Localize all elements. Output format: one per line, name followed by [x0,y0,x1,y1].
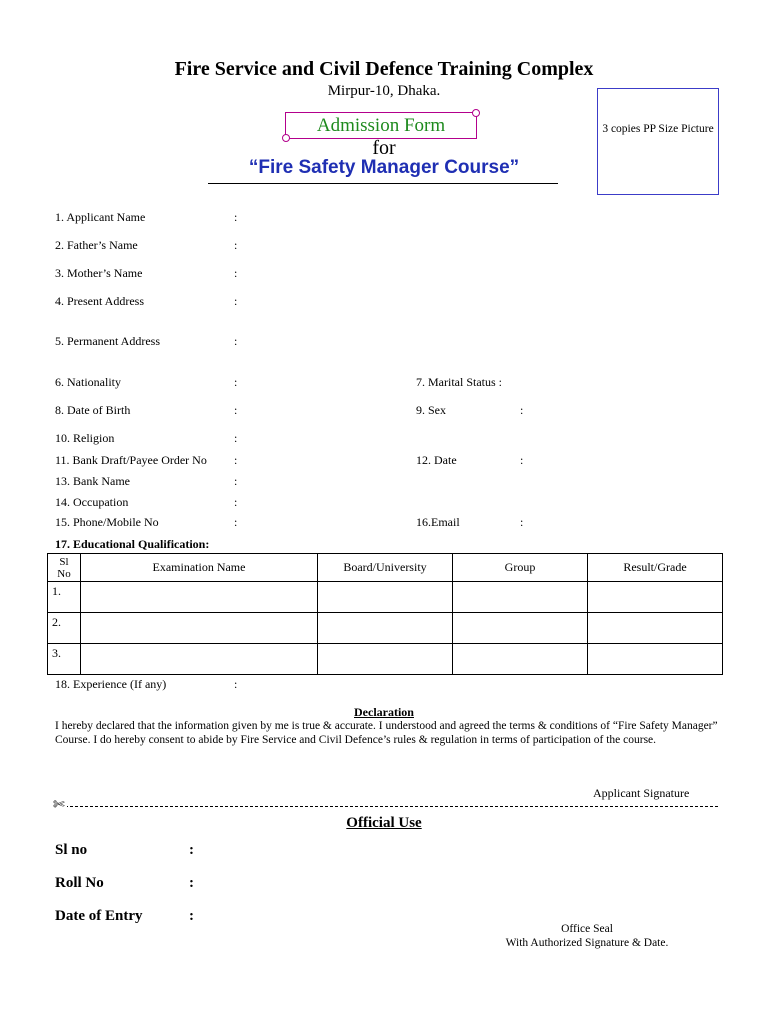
column-header-group: Group [453,554,588,582]
education-heading: 17. Educational Qualification: [55,537,210,551]
exam-cell[interactable] [81,582,318,613]
field-fathers-name-label: 2. Father’s Name [55,238,138,252]
for-label: for [372,137,396,159]
field-colon: : [234,294,238,308]
field-colon: : [189,842,194,858]
group-cell[interactable] [453,613,588,644]
sl-header-line1: Sl [59,555,69,568]
field-phone-label: 15. Phone/Mobile No [55,515,159,529]
group-cell[interactable] [453,644,588,675]
result-cell[interactable] [588,613,723,644]
field-colon: : [520,403,524,417]
field-nationality-label: 6. Nationality [55,375,121,389]
official-roll-no-label: Roll No [55,875,104,891]
exam-cell[interactable] [81,613,318,644]
sl-header-line2: No [57,567,71,580]
field-email-label: 16.Email [416,515,460,529]
field-colon: : [189,875,194,891]
field-colon: : [234,495,238,509]
board-cell[interactable] [318,613,453,644]
exam-cell[interactable] [81,644,318,675]
field-colon: : [520,515,524,529]
scissors-icon: ✄ [53,798,65,813]
field-permanent-address-label: 5. Permanent Address [55,334,160,348]
official-use-title: Official Use [346,815,422,831]
institution-title: Fire Service and Civil Defence Training Complex [174,58,594,80]
board-cell[interactable] [318,644,453,675]
table-row [48,644,723,675]
field-colon: : [234,210,238,224]
column-header-examination: Examination Name [81,554,318,582]
authorized-signature-label: With Authorized Signature & Date. [505,937,669,949]
table-header-row [48,554,723,582]
field-colon: : [520,453,524,467]
field-applicant-name-label: 1. Applicant Name [55,210,146,224]
row-number: 1. [48,582,81,613]
field-colon: : [234,453,238,467]
column-header-sl [48,554,81,582]
official-date-of-entry-label: Date of Entry [55,908,143,924]
row-number: 2. [48,613,81,644]
field-colon: : [234,266,238,280]
form-title: Admission Form [285,112,477,139]
table-row [48,613,723,644]
course-underline [208,183,558,184]
result-cell[interactable] [588,582,723,613]
official-sl-no-label: Sl no [55,842,88,858]
photo-box[interactable]: 3 copies PP Size Picture [597,88,719,195]
table-row [48,582,723,613]
institution-address: Mirpur-10, Dhaka. [327,83,441,99]
field-colon: : [234,238,238,252]
result-cell[interactable] [588,644,723,675]
office-seal-label: Office Seal [561,923,613,935]
cut-line [55,806,718,807]
field-mothers-name-label: 3. Mother’s Name [55,266,143,280]
field-marital-status-label: 7. Marital Status : [416,375,502,389]
field-experience-label: 18. Experience (If any) [55,677,167,691]
field-colon: : [189,908,194,924]
declaration-title: Declaration [354,705,414,719]
row-number: 3. [48,644,81,675]
field-sex-label: 9. Sex [416,403,446,417]
column-header-board: Board/University [318,554,453,582]
field-colon: : [234,403,238,417]
applicant-signature-label: Applicant Signature [593,786,690,800]
course-name: “Fire Safety Manager Course” [248,157,520,178]
field-colon: : [234,515,238,529]
field-occupation-label: 14. Occupation [55,495,129,509]
board-cell[interactable] [318,582,453,613]
field-colon: : [234,375,238,389]
group-cell[interactable] [453,582,588,613]
field-colon: : [234,334,238,348]
field-bank-draft-label: 11. Bank Draft/Payee Order No [55,453,207,467]
field-date-label: 12. Date [416,453,457,467]
field-colon: : [234,474,238,488]
declaration-text: I hereby declared that the information given by me is true & accurate. I understood and agreed the terms & conditions of “Fire Safety Manager” Course. I do hereby consent to abide by Fire Service and Civil Defence’s rules & regulation in terms of participation of the course. [55,720,718,746]
education-table [47,553,723,675]
field-colon: : [234,431,238,445]
field-colon: : [234,677,238,691]
field-present-address-label: 4. Present Address [55,294,144,308]
field-date-of-birth-label: 8. Date of Birth [55,403,131,417]
field-bank-name-label: 13. Bank Name [55,474,130,488]
field-religion-label: 10. Religion [55,431,115,445]
column-header-result: Result/Grade [588,554,723,582]
